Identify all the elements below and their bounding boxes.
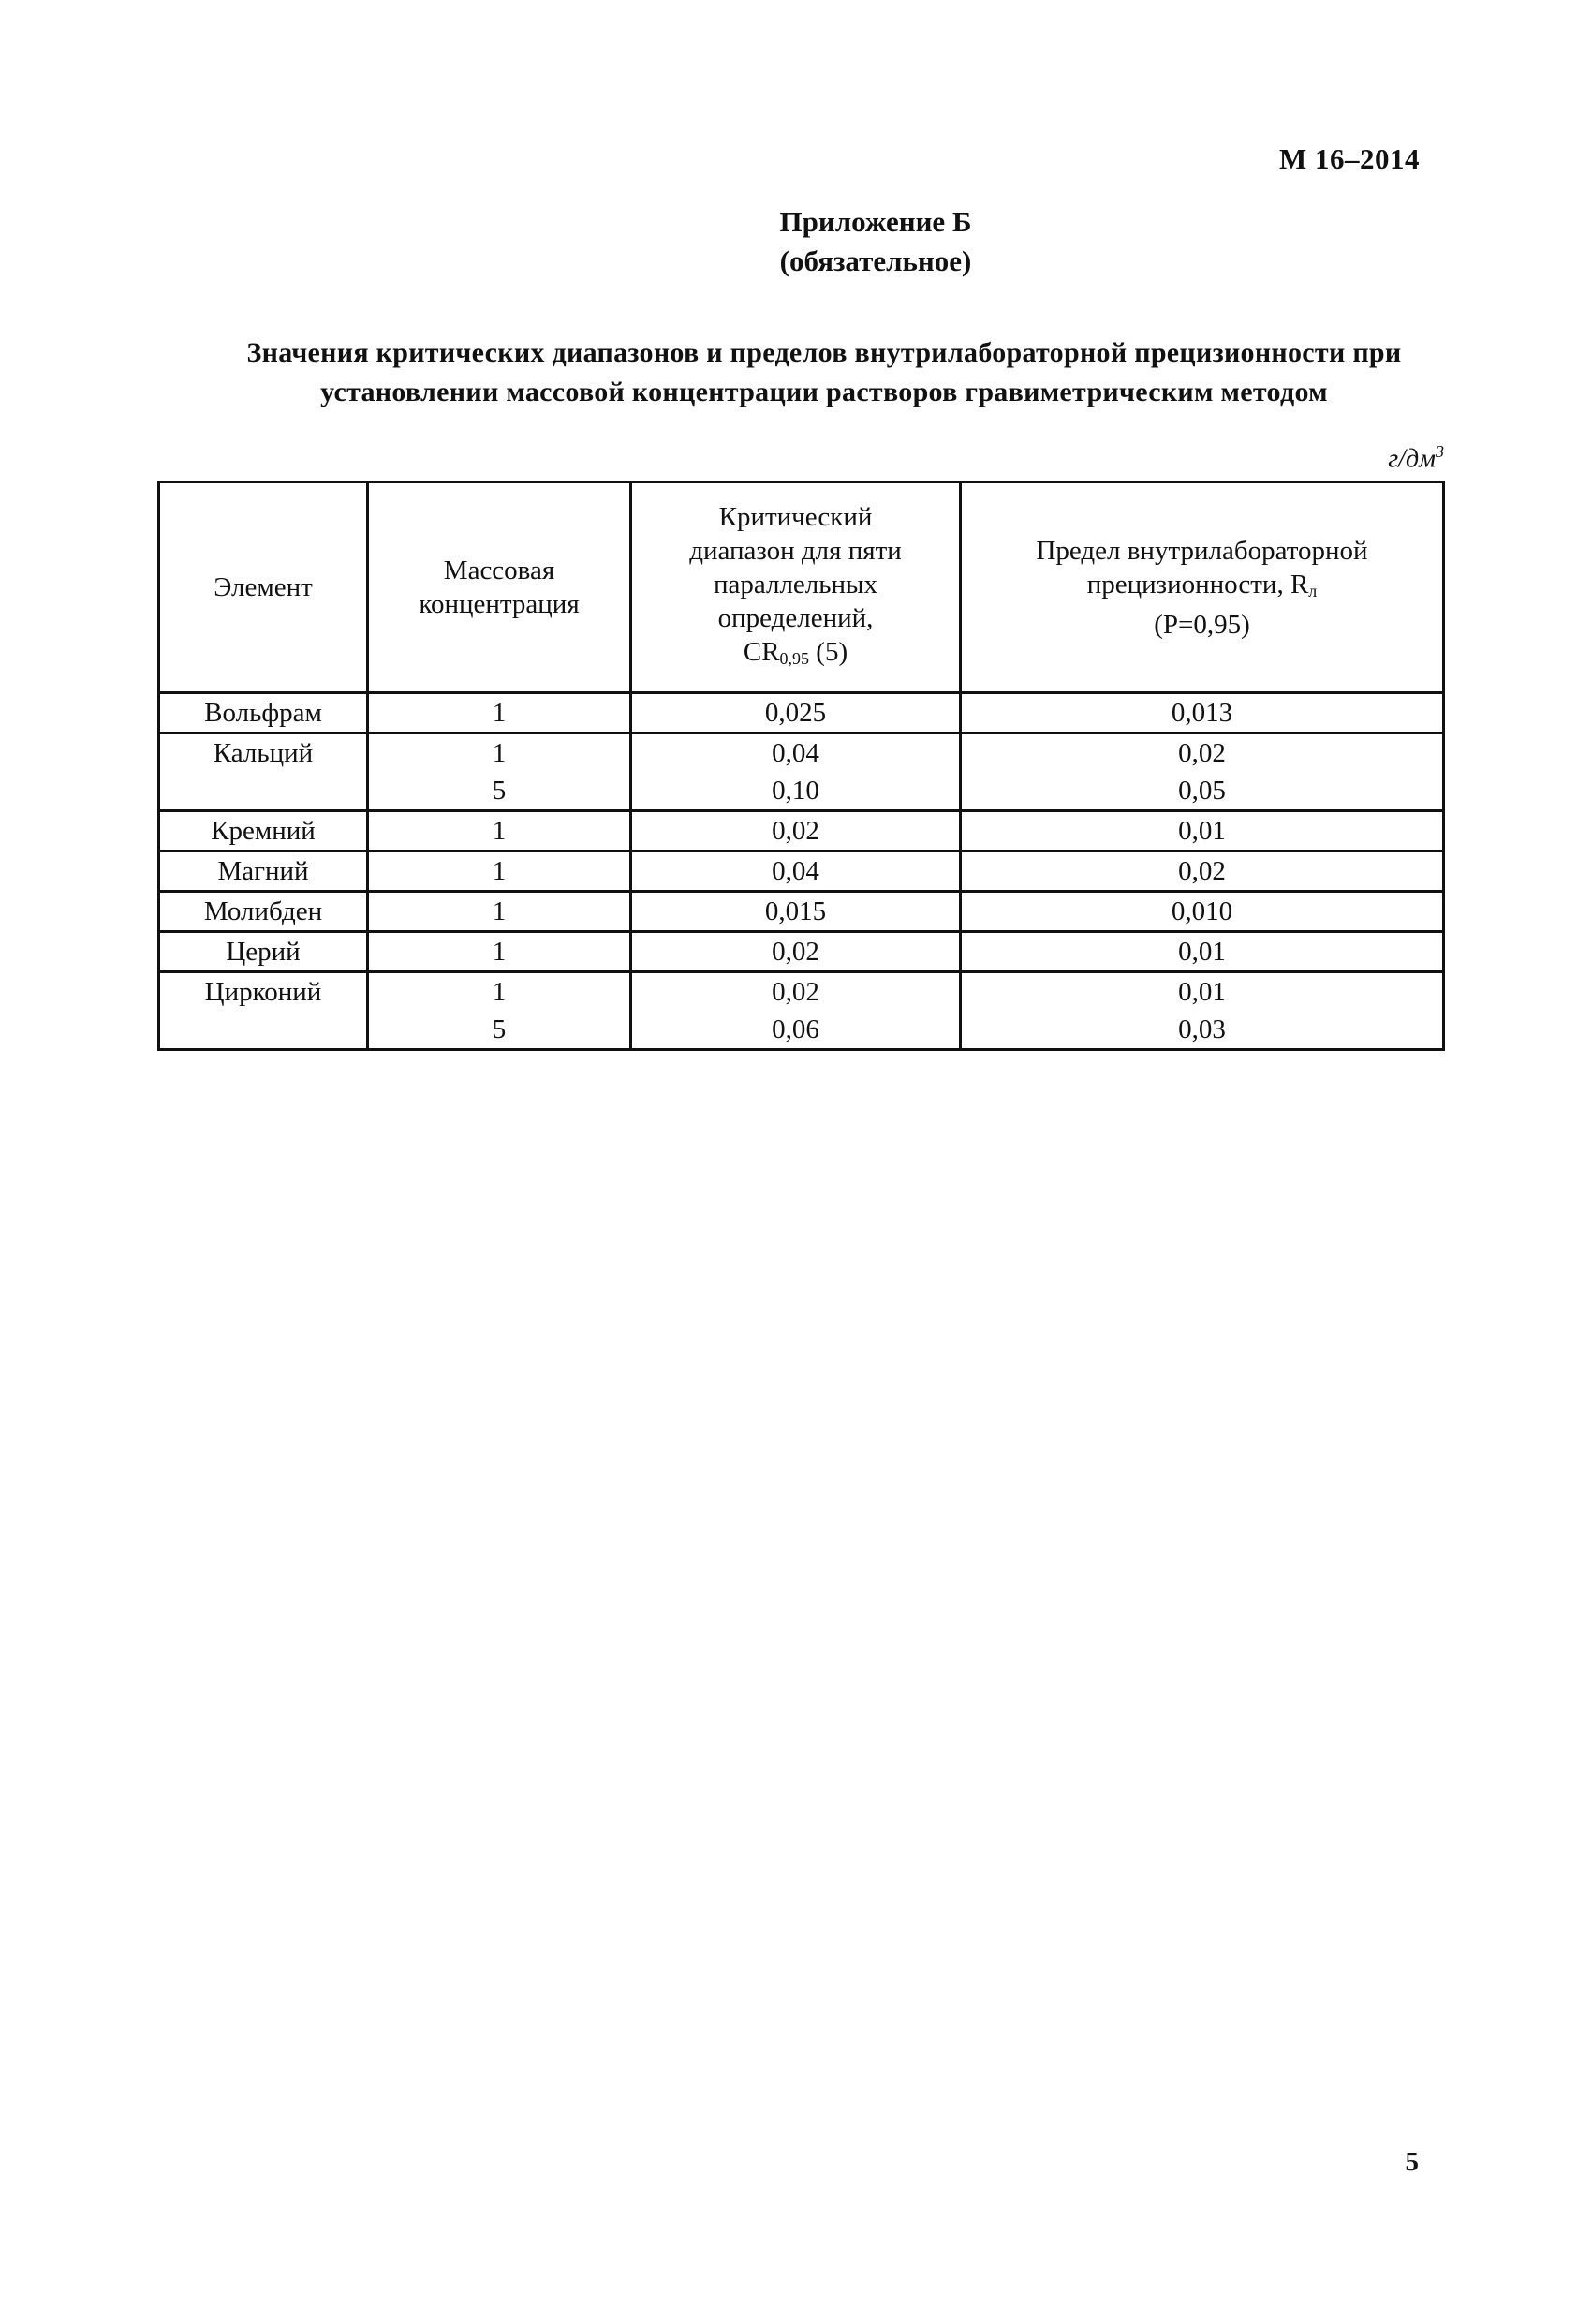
element-cell: Вольфрам [159,693,368,733]
table-body [159,693,1444,1050]
concentration-cell-value: 5 [492,776,507,806]
concentration-cell [368,811,631,851]
header-precision-line-3: (P=0,95) [1154,609,1250,640]
header-precision-line-2 [962,568,1442,608]
precision-limit-cell-value: 0,01 [1178,816,1226,846]
appendix-subtitle: (обязательное) [779,244,972,277]
concentration-cell-value: 1 [492,856,507,886]
document-code: М 16–2014 [1278,142,1420,175]
precision-limit-cell-value: 0,010 [1171,896,1233,926]
table-row [159,733,1444,811]
header-element-label: Элемент [214,572,313,602]
page-number: 5 [1405,2147,1419,2177]
critical-range-cell-value: 0,04 [772,856,819,886]
element-cell: Молибден [159,892,368,932]
critical-range-cell-value: 0,06 [772,1014,819,1044]
element-cell: Цирконий [159,972,368,1050]
header-critical-range-line-2: диапазон для пяти [689,535,902,566]
table-row [159,811,1444,851]
concentration-cell-value: 1 [492,977,507,1007]
unit-base: г/дм [1388,444,1436,474]
critical-range-cell [631,892,961,932]
table-title-line-2: установлении массовой концентрации растворов гравиметрическим методом [320,377,1328,407]
table-row [159,932,1444,972]
critical-range-cell-value: 0,02 [772,977,819,1007]
header-element [159,482,368,693]
critical-range-cell-value: 0,02 [772,937,819,967]
cr-subscript: 0,95 [779,648,810,668]
critical-range-cell-value: 0,10 [772,776,819,806]
appendix-heading [0,202,1592,281]
concentration-cell [368,932,631,972]
data-table [157,481,1445,1051]
concentration-cell-value: 1 [492,937,507,967]
concentration-cell [368,851,631,892]
precision-limit-cell-value: 0,01 [1178,937,1226,967]
concentration-cell-value: 1 [492,896,507,926]
precision-limit-cell [961,932,1444,972]
table-header-row [159,482,1444,693]
precision-symbol: прецизионности, R [1086,569,1309,600]
header-critical-range-line-3: параллельных [713,569,878,600]
cr-symbol: CR [743,636,780,667]
table-row [159,972,1444,1050]
concentration-cell-value: 1 [492,698,507,728]
precision-limit-cell-value: 0,02 [1178,856,1226,886]
precision-limit-cell [961,733,1444,811]
precision-limit-cell-value: 0,01 [1178,977,1226,1007]
precision-subscript: л [1308,581,1318,600]
critical-range-cell-value: 0,025 [764,698,827,728]
concentration-cell-value: 1 [492,738,507,768]
element-cell: Церий [159,932,368,972]
header-precision-limit [961,482,1444,693]
header-concentration-line-2: концентрация [419,589,580,619]
critical-range-cell [631,733,961,811]
critical-range-cell [631,932,961,972]
header-critical-range-line-1: Критический [718,501,873,532]
table-title-line-1: Значения критических диапазонов и пределов внутрилабораторной прецизионности при [246,337,1402,368]
element-cell: Кремний [159,811,368,851]
element-cell: Кальций [159,733,368,811]
concentration-cell [368,693,631,733]
precision-limit-cell [961,811,1444,851]
concentration-cell-value: 5 [492,1014,507,1044]
precision-limit-cell-value: 0,02 [1178,738,1226,768]
table-row [159,851,1444,892]
concentration-cell [368,892,631,932]
cr-tail: (5) [809,636,848,667]
concentration-cell [368,972,631,1050]
header-concentration [368,482,631,693]
critical-range-cell-value: 0,04 [772,738,819,768]
header-concentration-line-1: Массовая [443,555,555,585]
table-row [159,892,1444,932]
concentration-cell-value: 1 [492,816,507,846]
precision-limit-cell [961,851,1444,892]
precision-limit-cell-value: 0,03 [1178,1014,1226,1044]
precision-limit-cell [961,693,1444,733]
critical-range-cell [631,851,961,892]
element-cell: Магний [159,851,368,892]
header-critical-range-line-5 [632,635,959,675]
appendix-title: Приложение Б [779,205,972,238]
unit-label [1388,442,1444,474]
table-row [159,693,1444,733]
critical-range-cell-value: 0,015 [764,896,827,926]
critical-range-cell [631,811,961,851]
header-critical-range-line-4: определений, [717,602,874,633]
precision-limit-cell-value: 0,05 [1178,776,1226,806]
header-critical-range [631,482,961,693]
header-precision-line-1: Предел внутрилабораторной [1036,535,1368,566]
precision-limit-cell-value: 0,013 [1171,698,1233,728]
table-title [178,333,1470,412]
precision-limit-cell [961,892,1444,932]
concentration-cell [368,733,631,811]
precision-limit-cell [961,972,1444,1050]
critical-range-cell [631,972,961,1050]
critical-range-cell-value: 0,02 [772,816,819,846]
unit-exponent: 3 [1436,442,1444,461]
critical-range-cell [631,693,961,733]
